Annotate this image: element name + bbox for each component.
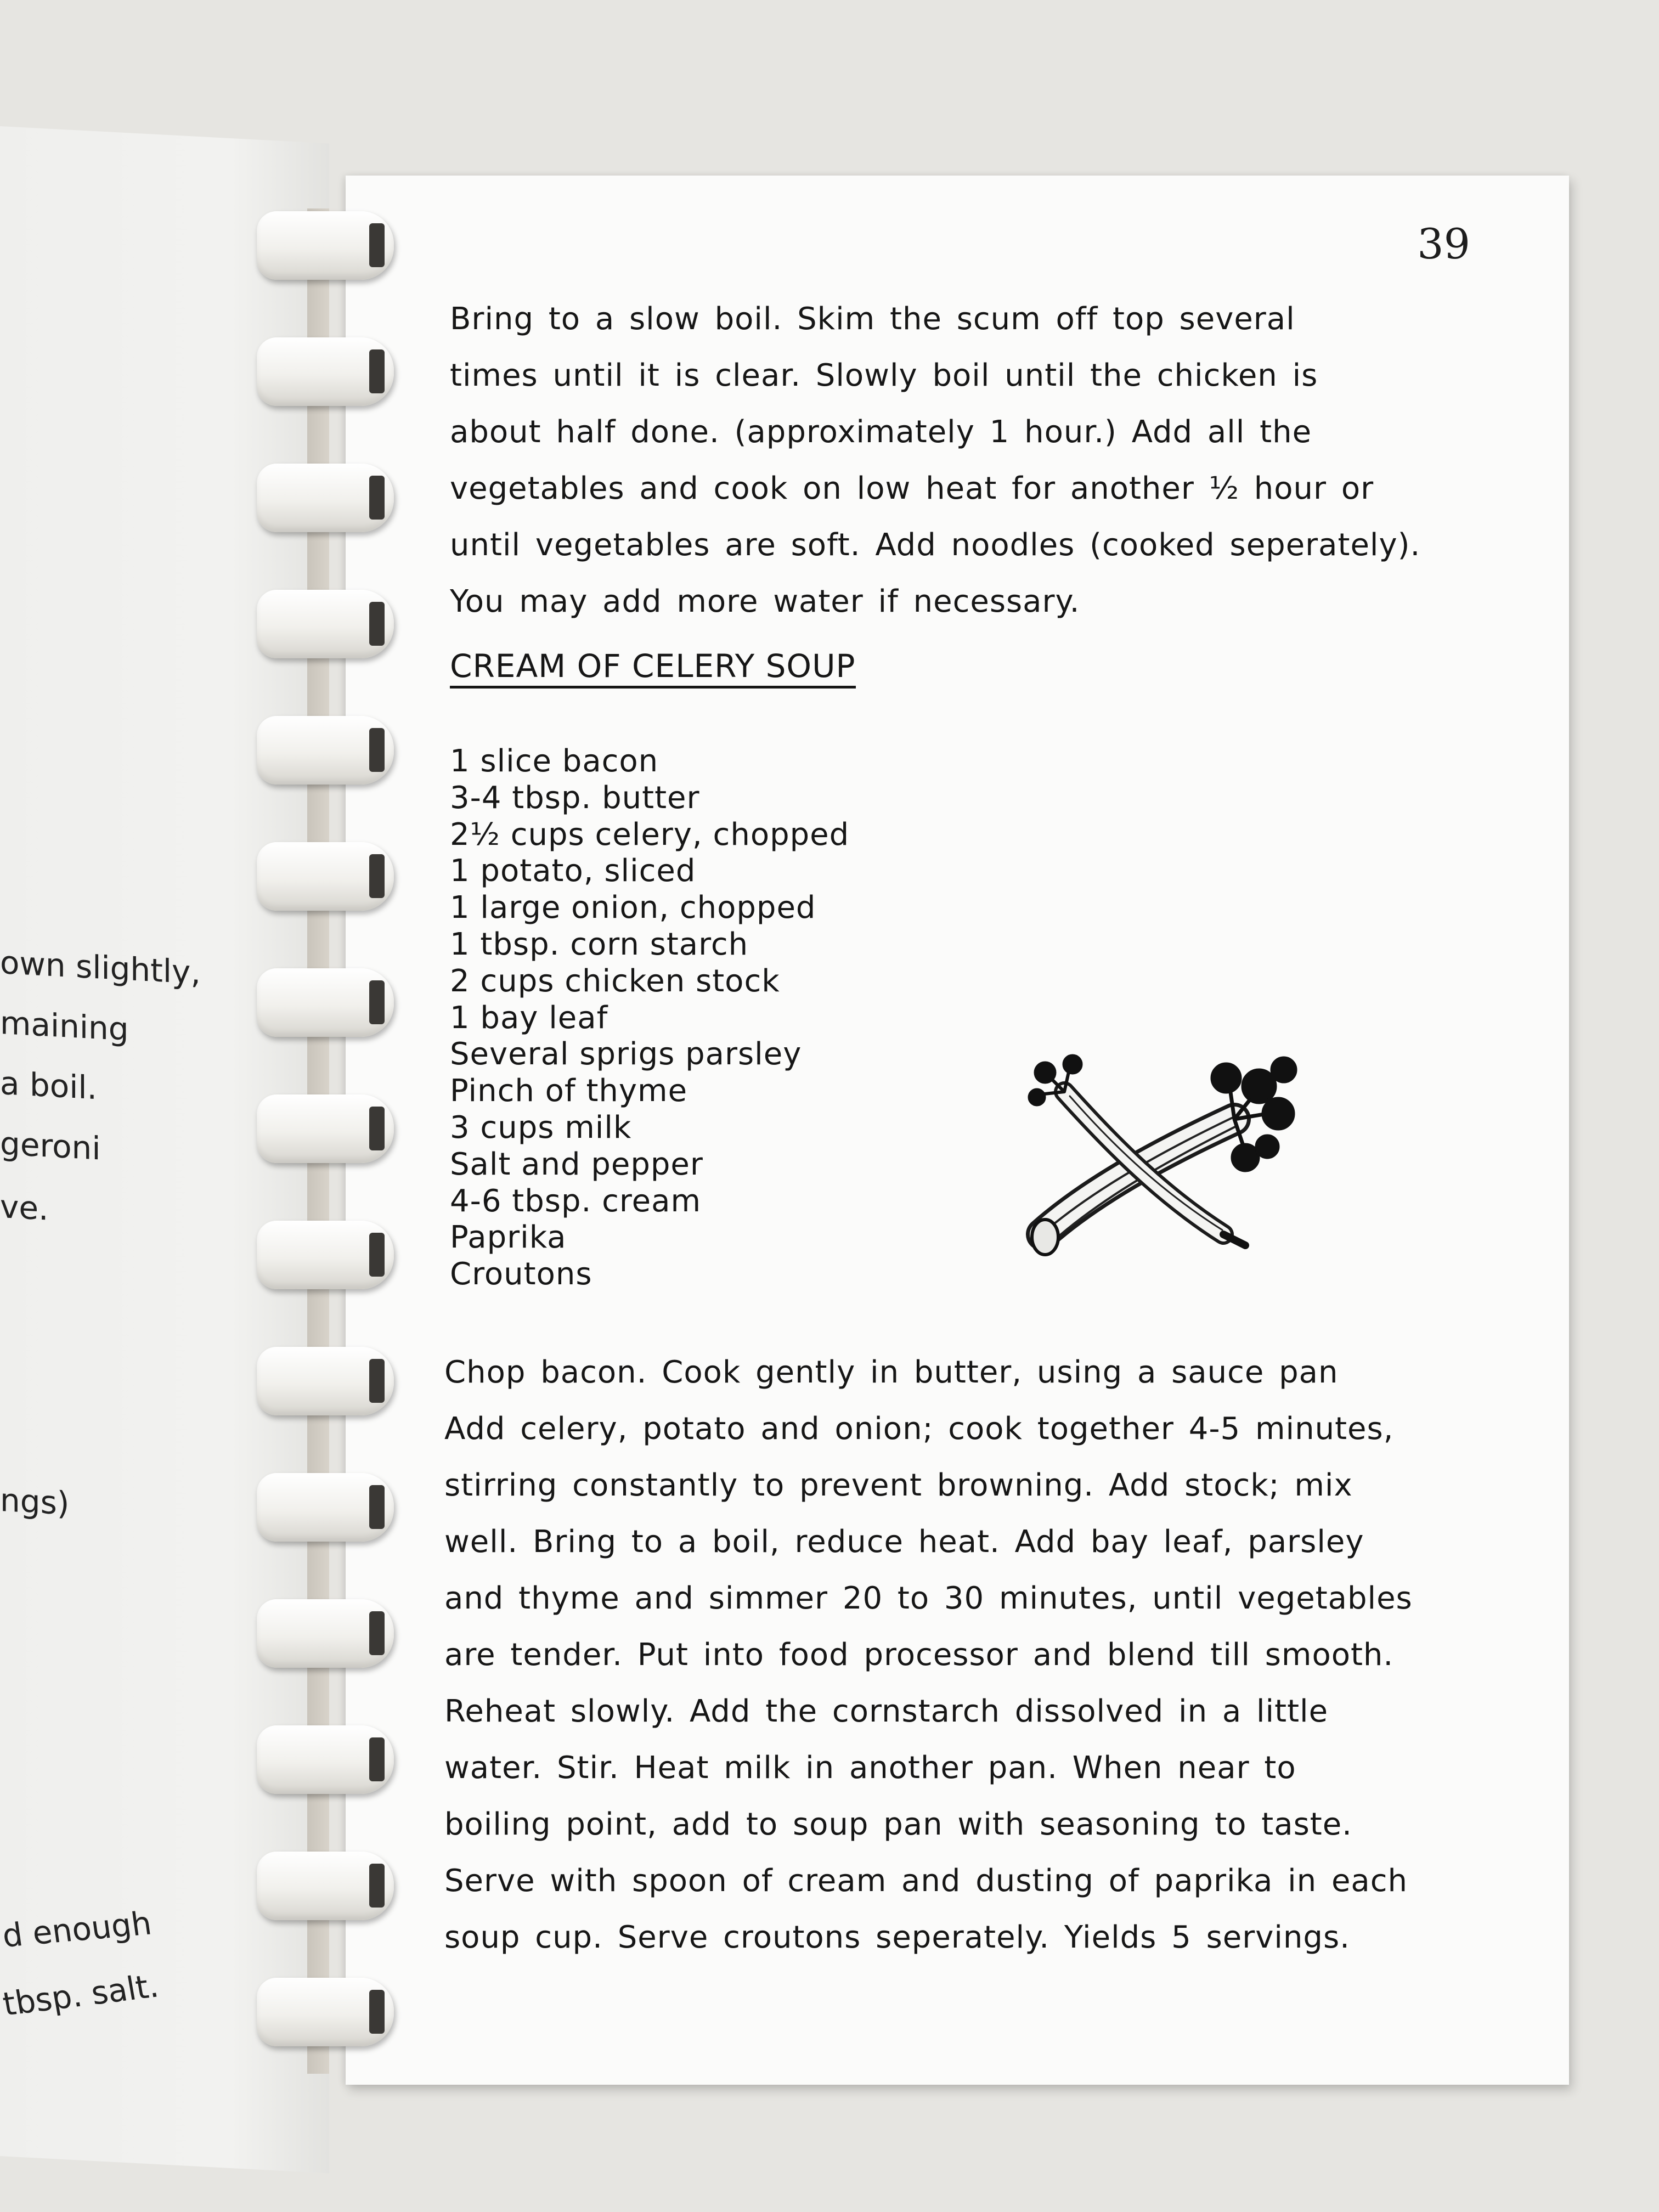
intro-paragraph [450, 291, 1454, 630]
ingredient-item: 1 potato, sliced [450, 853, 696, 889]
ingredient-item: 2 cups chicken stock [450, 963, 780, 999]
left-page-fragment: own slightly, [0, 944, 201, 992]
celery-illustration-icon [1026, 1053, 1311, 1295]
ingredient-item: 1 tbsp. corn starch [450, 926, 749, 962]
binding-ring [257, 1473, 394, 1542]
left-page-fragment: geroni [0, 1125, 101, 1167]
binding-ring [257, 590, 394, 658]
binding-ring [257, 1599, 394, 1668]
binding-ring [257, 1852, 394, 1920]
paragraph-line: stirring constantly to prevent browning. Add stock; mix [444, 1468, 1353, 1503]
ingredient-item: Paprika [450, 1220, 567, 1256]
ingredient-item: 2½ cups celery, chopped [450, 816, 850, 853]
binding-ring [257, 211, 394, 280]
ingredient-item: Croutons [450, 1256, 592, 1293]
paragraph-line: Add celery, potato and onion; cook together 4-5 minutes, [444, 1411, 1394, 1447]
ingredient-item: 1 large onion, chopped [450, 890, 816, 926]
paragraph-line: and thyme and simmer 20 to 30 minutes, until vegetables [444, 1581, 1413, 1616]
paragraph-line: are tender. Put into food processor and blend till smooth. [444, 1637, 1394, 1673]
left-page-fragment: a boil. [0, 1064, 97, 1107]
ingredient-list [450, 743, 849, 1293]
page-number: 39 [1417, 219, 1470, 268]
binding-ring [257, 1725, 394, 1794]
binding-ring [257, 1347, 394, 1415]
paragraph-line: soup cup. Serve croutons seperately. Yields 5 servings. [444, 1920, 1350, 1955]
left-page-fragment: ve. [0, 1188, 49, 1228]
paragraph-line: boiling point, add to soup pan with seasoning to taste. [444, 1807, 1352, 1842]
ingredient-item: 4-6 tbsp. cream [450, 1183, 701, 1219]
paragraph-line: Chop bacon. Cook gently in butter, using a sauce pan [444, 1355, 1339, 1390]
ingredient-item: Several sprigs parsley [450, 1036, 802, 1073]
left-page-fragment: d enough [0, 1904, 154, 1955]
paragraph-line: You may add more water if necessary. [450, 584, 1080, 619]
paragraph-line: Serve with spoon of cream and dusting of paprika in each [444, 1863, 1408, 1899]
paragraph-line: about half done. (approximately 1 hour.) Add all the [450, 414, 1312, 450]
binding-ring [257, 337, 394, 406]
left-page-fragment: ngs) [0, 1481, 70, 1522]
ingredient-item: 3 cups milk [450, 1109, 632, 1146]
left-page-fragment: maining [0, 1004, 129, 1048]
binding-ring [257, 464, 394, 532]
left-page-fragment: tbsp. salt. [0, 1967, 161, 2023]
paragraph-line: Bring to a slow boil. Skim the scum off top several [450, 301, 1295, 337]
paragraph-line: well. Bring to a boil, reduce heat. Add bay leaf, parsley [444, 1524, 1364, 1560]
ingredient-item: Salt and pepper [450, 1146, 703, 1182]
binding-ring [257, 1094, 394, 1163]
paragraph-line: times until it is clear. Slowly boil until the chicken is [450, 358, 1318, 393]
paragraph-line: until vegetables are soft. Add noodles (cooked seperately). [450, 527, 1421, 563]
paragraph-line: vegetables and cook on low heat for another ½ hour or [450, 471, 1374, 506]
ingredient-item: 1 slice bacon [450, 743, 659, 779]
cookbook-page [346, 176, 1569, 2085]
directions-paragraph [444, 1344, 1476, 1966]
ingredient-item: Pinch of thyme [450, 1073, 688, 1109]
recipe-title: CREAM OF CELERY SOUP [450, 647, 856, 689]
binding-ring [257, 968, 394, 1037]
binding-ring [257, 1978, 394, 2046]
binding-ring [257, 1221, 394, 1289]
ingredient-item: 3-4 tbsp. butter [450, 780, 700, 816]
binding-ring [257, 716, 394, 785]
paragraph-line: Reheat slowly. Add the cornstarch dissolved in a little [444, 1694, 1329, 1729]
ingredient-item: 1 bay leaf [450, 1000, 608, 1036]
paragraph-line: water. Stir. Heat milk in another pan. When near to [444, 1750, 1296, 1786]
binding-ring [257, 842, 394, 911]
